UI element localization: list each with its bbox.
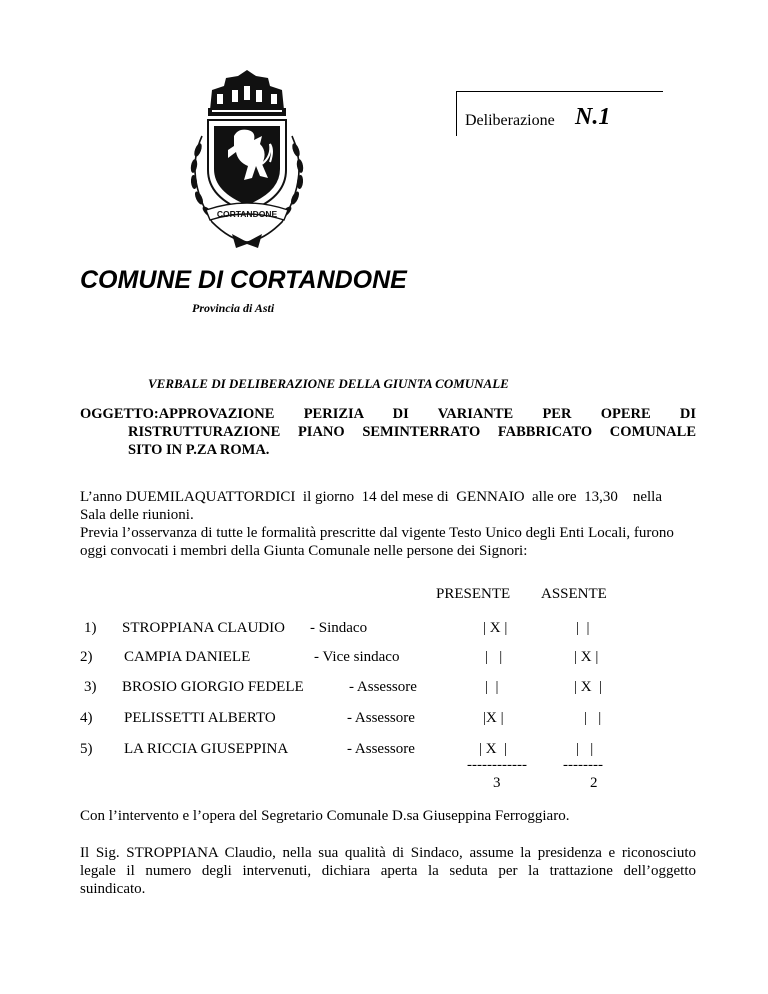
- oggetto-word: VARIANTE: [437, 406, 514, 422]
- presente-mark: |X |: [483, 710, 504, 726]
- member-role: - Vice sindaco: [314, 649, 400, 665]
- closing-line: suindicato.: [80, 881, 146, 897]
- deliberazione-label: Deliberazione: [465, 112, 555, 129]
- column-header-presente: PRESENTE: [436, 586, 511, 602]
- oggetto-line-2: RISTRUTTURAZIONE PIANO SEMINTERRATO FABBRICATO COMUNALE: [128, 424, 696, 440]
- presente-total: 3: [493, 775, 501, 791]
- intro-line: Previa l’osservanza di tutte le formalità prescritte dal vigente Testo Unico degli Enti Locali, furono: [80, 525, 674, 541]
- assente-total-rule: --------: [563, 757, 603, 773]
- row-number: 1): [84, 620, 97, 636]
- member-role: - Assessore: [347, 741, 415, 757]
- oggetto-line-3: SITO IN P.ZA ROMA.: [128, 442, 270, 458]
- member-name: STROPPIANA CLAUDIO: [122, 620, 285, 636]
- member-name: PELISSETTI ALBERTO: [124, 710, 276, 726]
- oggetto-word: PER: [542, 406, 572, 422]
- member-name: CAMPIA DANIELE: [124, 649, 251, 665]
- member-role: - Assessore: [347, 710, 415, 726]
- row-number: 5): [80, 741, 93, 757]
- assente-mark: | X |: [574, 679, 603, 695]
- member-role: - Assessore: [349, 679, 417, 695]
- assente-mark: | |: [576, 741, 594, 757]
- closing-paragraph: [80, 844, 696, 898]
- svg-text:CORTANDONE: CORTANDONE: [216, 209, 278, 219]
- presente-total-rule: ------------: [467, 757, 527, 773]
- segretario-line: Con l’intervento e l’opera del Segretario Comunale D.sa Giuseppina Ferroggiaro.: [80, 808, 570, 824]
- deliberazione-box: [456, 91, 663, 136]
- assente-mark: | |: [584, 710, 602, 726]
- oggetto-word: DI: [392, 406, 409, 422]
- provincia-subtitle: Provincia di Asti: [192, 301, 275, 315]
- assente-total: 2: [590, 775, 598, 791]
- assente-mark: | X |: [574, 649, 599, 665]
- assente-mark: | |: [576, 620, 590, 636]
- comune-title: COMUNE DI CORTANDONE: [80, 266, 407, 294]
- municipal-crest-logo: [172, 66, 322, 250]
- column-header-assente: ASSENTE: [541, 586, 607, 602]
- intro-line: oggi convocati i membri della Giunta Comunale nelle persone dei Signori:: [80, 543, 528, 559]
- presente-mark: | X |: [479, 741, 508, 757]
- member-role: - Sindaco: [310, 620, 368, 636]
- oggetto-line-1: [80, 405, 696, 423]
- row-number: 4): [80, 710, 93, 726]
- member-name: LA RICCIA GIUSEPPINA: [124, 741, 289, 757]
- deliberazione-number: N.1: [575, 104, 611, 130]
- presente-mark: | X |: [483, 620, 508, 636]
- verbale-title: VERBALE DI DELIBERAZIONE DELLA GIUNTA COMUNALE: [148, 376, 509, 391]
- presente-mark: | |: [485, 649, 503, 665]
- intro-line: Sala delle riunioni.: [80, 507, 194, 523]
- oggetto-word: DI: [679, 406, 697, 422]
- intro-line: L’anno DUEMILAQUATTORDICI il giorno 14 del mese di GENNAIO alle ore 13,30 nella: [80, 489, 662, 505]
- closing-line: legale il numero degli intervenuti, dichiara aperta la seduta per la trattazione dell’oggetto: [80, 863, 696, 879]
- row-number: 3): [84, 679, 97, 695]
- oggetto-word: OPERE: [600, 406, 651, 422]
- oggetto-word: PERIZIA: [303, 406, 364, 422]
- closing-line: Il Sig. STROPPIANA Claudio, nella sua qualità di Sindaco, assume la presidenza e riconosciuto: [80, 845, 696, 861]
- oggetto-word: OGGETTO:APPROVAZIONE: [80, 406, 275, 422]
- row-number: 2): [80, 649, 93, 665]
- intro-paragraph: [80, 488, 696, 560]
- oggetto-section: [80, 405, 696, 459]
- presente-mark: | |: [485, 679, 499, 695]
- member-name: BROSIO GIORGIO FEDELE: [122, 679, 304, 695]
